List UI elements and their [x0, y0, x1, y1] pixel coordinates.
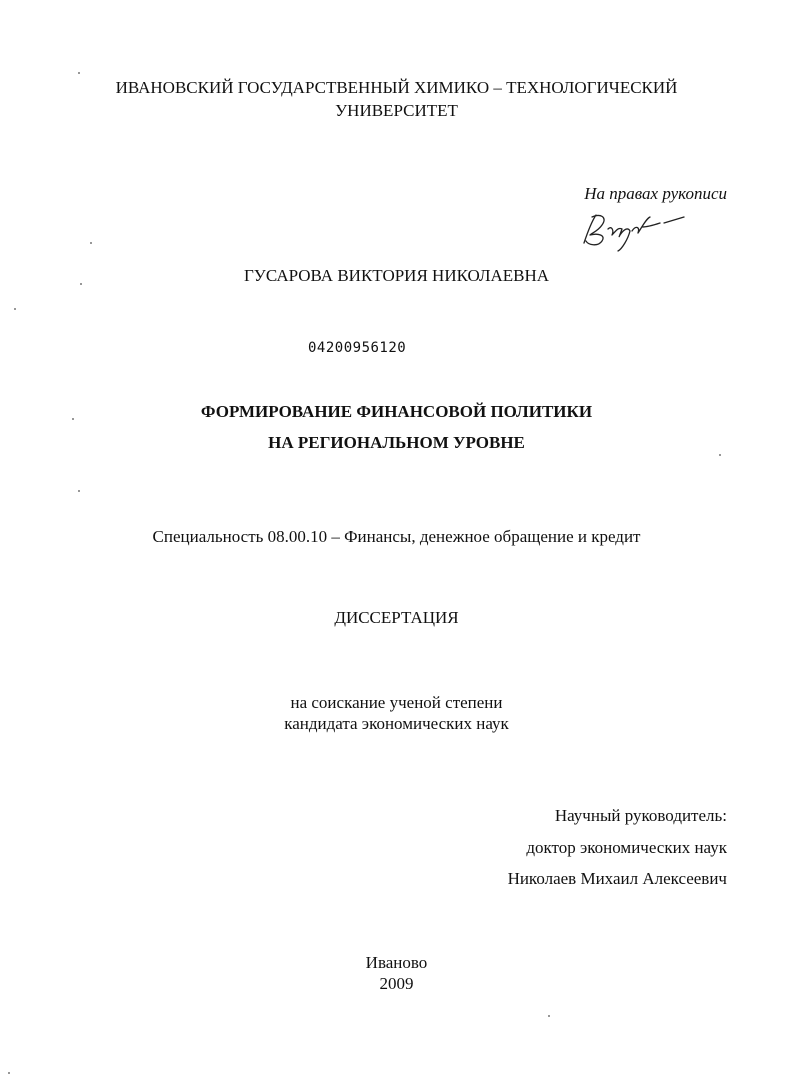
scan-speck: [90, 242, 92, 244]
supervisor-heading: Научный руководитель:: [554, 806, 727, 825]
scan-speck: [719, 454, 721, 456]
scan-speck: [8, 1072, 10, 1074]
scan-speck: [80, 283, 82, 285]
degree-line-1: на соискание ученой степени: [290, 693, 503, 712]
university-name-line-1: ИВАНОВСКИЙ ГОСУДАРСТВЕННЫЙ ХИМИКО – ТЕХНОЛОГИЧЕСКИЙ: [115, 78, 678, 97]
place: Иваново: [365, 953, 428, 972]
scan-speck: [548, 1015, 550, 1017]
author-name: ГУСАРОВА ВИКТОРИЯ НИКОЛАЕВНА: [243, 266, 550, 285]
specialty: Специальность 08.00.10 – Финансы, денежное обращение и кредит: [152, 527, 641, 546]
scan-speck: [78, 490, 80, 492]
document-type: ДИССЕРТАЦИЯ: [334, 608, 459, 627]
dissertation-title-line-2: НА РЕГИОНАЛЬНОМ УРОВНЕ: [268, 433, 525, 452]
university-name-line-2: УНИВЕРСИТЕТ: [335, 101, 458, 120]
scan-speck: [78, 72, 80, 74]
supervisor-name: Николаев Михаил Алексеевич: [507, 869, 727, 888]
dissertation-title-line-1: ФОРМИРОВАНИЕ ФИНАНСОВОЙ ПОЛИТИКИ: [200, 402, 593, 421]
registration-number: 04200956120: [308, 340, 407, 356]
supervisor-degree: доктор экономических наук: [526, 838, 727, 857]
scan-speck: [72, 418, 74, 420]
manuscript-note: На правах рукописи: [584, 184, 727, 203]
handwritten-signature: [578, 205, 688, 255]
scan-speck: [14, 308, 16, 310]
year: 2009: [379, 974, 414, 993]
degree-line-2: кандидата экономических наук: [284, 714, 509, 733]
